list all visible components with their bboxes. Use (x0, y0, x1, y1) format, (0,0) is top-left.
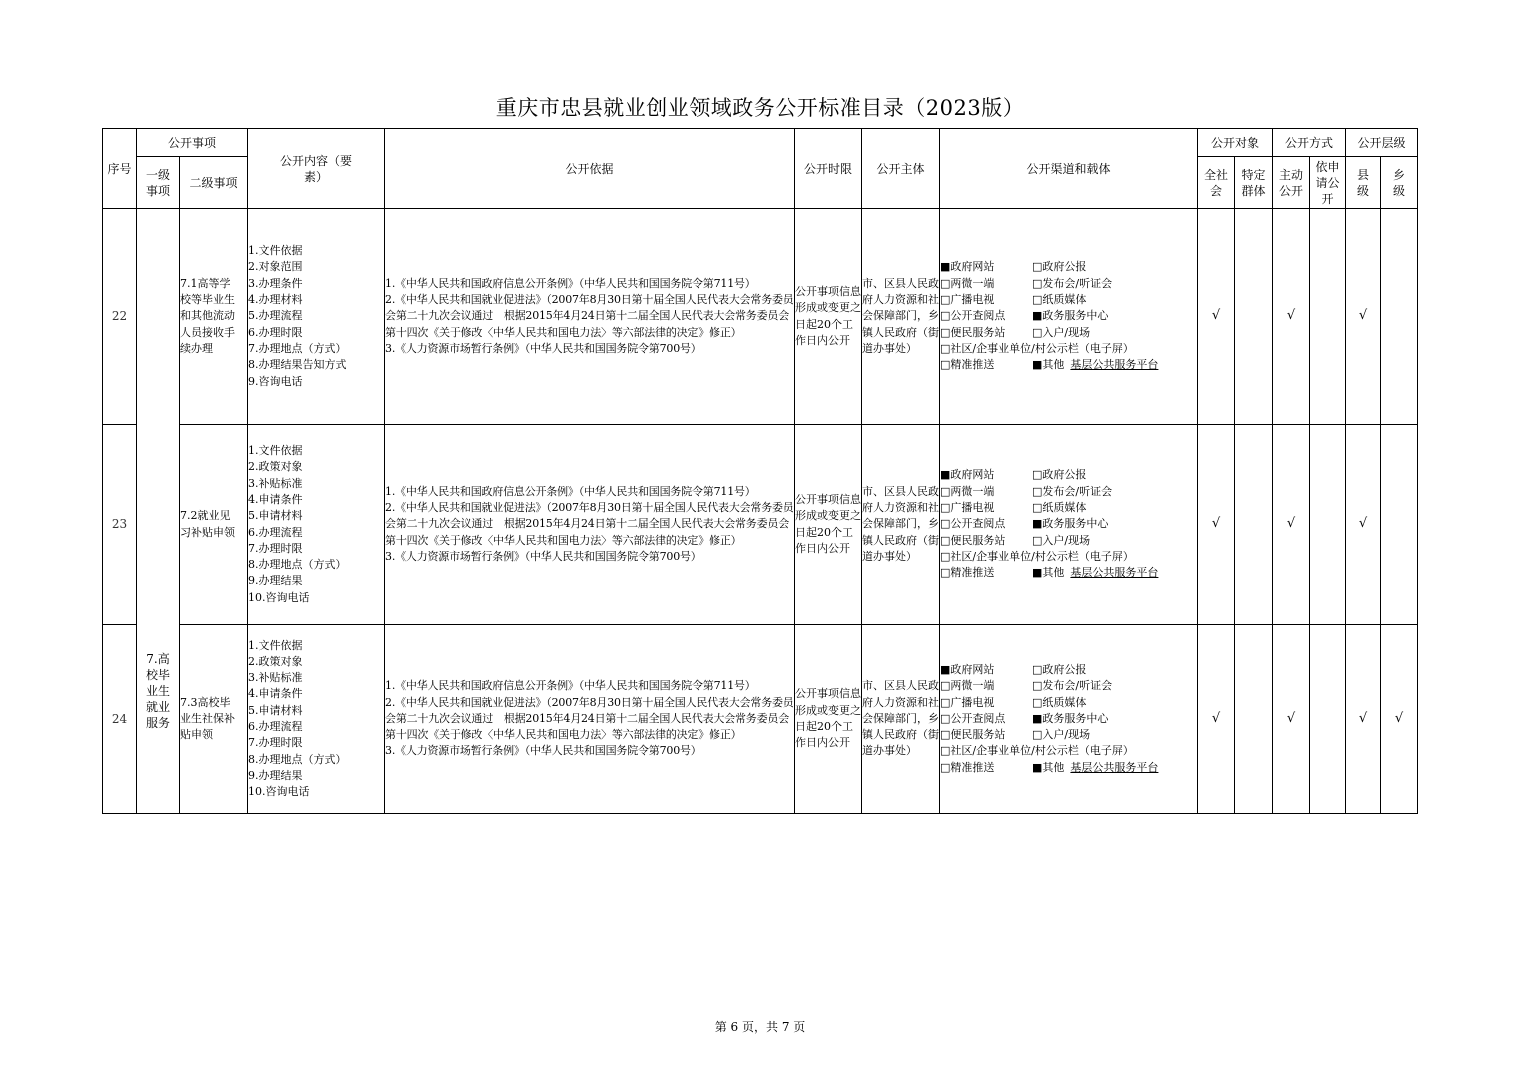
channel-row (940, 308, 1197, 324)
channel-row (940, 678, 1197, 694)
level2-item-text: 7.1高等学校等毕业生和其他流动人员接收手续办理 (180, 276, 235, 355)
target-all-mark: √ (1198, 425, 1235, 625)
header-time-limit: 公开时限 (795, 129, 862, 209)
content-item: 4.申请条件 (248, 492, 303, 506)
channel-row (940, 341, 1197, 357)
channel-option: □广播电视 (940, 501, 995, 515)
content-cell (248, 209, 385, 425)
channel-option: □政府公报 (1032, 468, 1087, 482)
channel-option: □社区/企事业单位/村公示栏（电子屏） (940, 549, 1134, 563)
content-item: 2.政策对象 (248, 460, 303, 474)
channel-other-value: 基层公共服务平台 (1070, 358, 1159, 372)
content-item: 1.文件依据 (248, 638, 303, 652)
channel-option: □便民服务站 (940, 533, 1006, 547)
subject-cell: 市、区县人民政府人力资源和社会保障部门，乡镇人民政府（街道办事处） (862, 209, 940, 425)
channel-option: ■政务服务中心 (1032, 711, 1109, 725)
channel-row (940, 259, 1197, 275)
header-channel: 公开渠道和载体 (940, 129, 1198, 209)
content-item: 8.办理地点（方式） (248, 558, 347, 572)
content-item: 8.办理地点（方式） (248, 752, 347, 766)
channel-option: □便民服务站 (940, 325, 1006, 339)
header-level: 公开层级 (1346, 129, 1418, 157)
target-specific-mark (1235, 209, 1273, 425)
channel-row (940, 533, 1197, 549)
header-target-all: 全社会 (1198, 157, 1235, 209)
level2-item-cell (180, 425, 248, 625)
header-matter: 公开事项 (137, 129, 248, 157)
basis-item: 1.《中华人民共和国政府信息公开条例》（中华人民共和国国务院令第711号） (385, 276, 756, 290)
channel-option: □社区/企事业单位/村公示栏（电子屏） (940, 341, 1134, 355)
method-active-mark: √ (1273, 425, 1310, 625)
content-item: 10.咨询电话 (248, 785, 310, 799)
target-all-mark: √ (1198, 625, 1235, 814)
content-item: 4.办理材料 (248, 293, 303, 307)
content-item: 9.办理结果 (248, 574, 303, 588)
content-item: 3.办理条件 (248, 276, 303, 290)
channel-option: □纸质媒体 (1032, 293, 1087, 307)
header-target: 公开对象 (1198, 129, 1273, 157)
channel-option: □广播电视 (940, 695, 995, 709)
target-specific-mark (1235, 625, 1273, 814)
content-item: 3.补贴标准 (248, 671, 303, 685)
basis-item: 1.《中华人民共和国政府信息公开条例》（中华人民共和国国务院令第711号） (385, 484, 756, 498)
catalog-table (102, 128, 1418, 814)
seq-cell: 23 (103, 425, 137, 625)
channel-option: ■其他 (1032, 760, 1065, 774)
channel-option: □公开查阅点 (940, 309, 1006, 323)
channel-row (940, 516, 1197, 532)
content-item: 6.办理流程 (248, 720, 303, 733)
method-apply-mark (1310, 209, 1346, 425)
method-apply-mark (1310, 625, 1346, 814)
channel-option: □精准推送 (940, 566, 995, 580)
level-town-mark (1381, 209, 1418, 425)
content-item: 9.咨询电话 (248, 374, 303, 388)
channel-row (940, 325, 1197, 341)
basis-item: 1.《中华人民共和国政府信息公开条例》（中华人民共和国国务院令第711号） (385, 679, 756, 693)
page-title: 重庆市忠县就业创业领域政务公开标准目录（2023版） (495, 96, 1025, 120)
channel-row (940, 565, 1197, 581)
content-item: 7.办理时限 (248, 736, 303, 750)
channel-option: □入户/现场 (1032, 325, 1091, 339)
channel-option: □两微一端 (940, 276, 995, 290)
channel-row (940, 357, 1197, 373)
channel-other-value: 基层公共服务平台 (1070, 566, 1159, 580)
channel-option: ■其他 (1032, 566, 1065, 580)
content-cell (248, 425, 385, 625)
table-row (103, 209, 1418, 425)
content-item: 2.对象范围 (248, 260, 303, 274)
content-item: 6.办理流程 (248, 525, 303, 539)
channel-row (940, 484, 1197, 500)
basis-cell (385, 625, 795, 814)
header-content: 公开内容（要素） (248, 129, 385, 209)
header-seq: 序号 (103, 129, 137, 209)
level-town-mark (1381, 425, 1418, 625)
level2-item-text: 7.3高校毕业生社保补贴申领 (180, 695, 235, 742)
content-item: 9.办理结果 (248, 768, 303, 782)
header-level-county: 县级 (1346, 157, 1381, 209)
method-apply-mark (1310, 425, 1346, 625)
channel-row (940, 662, 1197, 678)
channel-option: □发布会/听证会 (1032, 276, 1113, 290)
level-county-mark: √ (1346, 209, 1381, 425)
channel-cell (940, 625, 1198, 814)
basis-cell (385, 425, 795, 625)
channel-option: □便民服务站 (940, 728, 1006, 742)
basis-item: 2.《中华人民共和国就业促进法》（2007年8月30日第十届全国人民代表大会常务委员会第二十九次会议通过 根据2015年4月24日第十二届全国人民代表大会常务委员会第十四次《关于修改〈中华人民共和国电力法〉等六部法律的决定》修正） (385, 501, 794, 547)
level2-item-text: 7.2就业见习补贴申领 (180, 509, 235, 539)
channel-option: □入户/现场 (1032, 533, 1091, 547)
content-item: 3.补贴标准 (248, 476, 303, 490)
channel-row (940, 743, 1197, 759)
seq-cell: 22 (103, 209, 137, 425)
channel-row (940, 727, 1197, 743)
content-item: 2.政策对象 (248, 654, 303, 668)
basis-item: 2.《中华人民共和国就业促进法》（2007年8月30日第十届全国人民代表大会常务委员会第二十九次会议通过 根据2015年4月24日第十二届全国人民代表大会常务委员会第十四次《关于修改〈中华人民共和国电力法〉等六部法律的决定》修正） (385, 293, 794, 339)
method-active-mark: √ (1273, 209, 1310, 425)
channel-option: □两微一端 (940, 484, 995, 498)
content-item: 1.文件依据 (248, 244, 303, 258)
channel-row (940, 292, 1197, 308)
channel-option: ■政府网站 (940, 662, 995, 676)
content-item: 5.申请材料 (248, 509, 303, 523)
header-level1: 一级事项 (137, 157, 180, 209)
basis-item: 3.《人力资源市场暂行条例》（中华人民共和国国务院令第700号） (385, 744, 702, 758)
level-county-mark: √ (1346, 425, 1381, 625)
channel-option: ■政务服务中心 (1032, 309, 1109, 323)
content-item: 7.办理时限 (248, 541, 303, 555)
channel-row (940, 695, 1197, 711)
content-item: 5.办理流程 (248, 309, 303, 323)
level2-item-cell (180, 209, 248, 425)
header-method: 公开方式 (1273, 129, 1346, 157)
level2-item-cell (180, 625, 248, 814)
channel-row (940, 467, 1197, 483)
channel-option: □公开查阅点 (940, 711, 1006, 725)
channel-option: □两微一端 (940, 679, 995, 693)
content-item: 1.文件依据 (248, 444, 303, 458)
channel-other-value: 基层公共服务平台 (1070, 760, 1159, 774)
table-row (103, 425, 1418, 625)
header-method-apply: 依申请公开 (1310, 157, 1346, 209)
header-level-town: 乡级 (1381, 157, 1418, 209)
basis-item: 2.《中华人民共和国就业促进法》（2007年8月30日第十届全国人民代表大会常务委员会第二十九次会议通过 根据2015年4月24日第十二届全国人民代表大会常务委员会第十四次《关于修改〈中华人民共和国电力法〉等六部法律的决定》修正） (385, 695, 794, 742)
content-item: 7.办理地点（方式） (248, 341, 347, 355)
channel-option: □广播电视 (940, 293, 995, 307)
time-limit-cell: 公开事项信息形成或变更之日起20个工作日内公开 (795, 425, 862, 625)
header-subject: 公开主体 (862, 129, 940, 209)
time-limit-cell: 公开事项信息形成或变更之日起20个工作日内公开 (795, 625, 862, 814)
channel-option: ■其他 (1032, 358, 1065, 372)
header-method-active: 主动公开 (1273, 157, 1310, 209)
level-county-mark: √ (1346, 625, 1381, 814)
channel-row (940, 276, 1197, 292)
channel-row (940, 760, 1197, 776)
channel-option: □政府公报 (1032, 662, 1087, 676)
channel-option: ■政府网站 (940, 260, 995, 274)
channel-row (940, 549, 1197, 565)
level1-item-text: 7.高校毕业生就业服务 (145, 652, 170, 730)
channel-option: □纸质媒体 (1032, 695, 1087, 709)
subject-cell: 市、区县人民政府人力资源和社会保障部门，乡镇人民政府（街道办事处） (862, 625, 940, 814)
channel-row (940, 500, 1197, 516)
channel-option: □发布会/听证会 (1032, 484, 1113, 498)
channel-option: ■政务服务中心 (1032, 517, 1109, 531)
target-all-mark: √ (1198, 209, 1235, 425)
content-item: 10.咨询电话 (248, 590, 310, 604)
time-limit-cell: 公开事项信息形成或变更之日起20个工作日内公开 (795, 209, 862, 425)
channel-row (940, 711, 1197, 727)
content-cell (248, 625, 385, 814)
subject-cell: 市、区县人民政府人力资源和社会保障部门，乡镇人民政府（街道办事处） (862, 425, 940, 625)
basis-cell (385, 209, 795, 425)
channel-option: □政府公报 (1032, 260, 1087, 274)
content-item: 6.办理时限 (248, 325, 303, 339)
channel-option: □精准推送 (940, 358, 995, 372)
content-item: 8.办理结果告知方式 (248, 358, 347, 372)
basis-item: 3.《人力资源市场暂行条例》（中华人民共和国国务院令第700号） (385, 549, 702, 563)
channel-option: □公开查阅点 (940, 517, 1006, 531)
channel-option: □发布会/听证会 (1032, 679, 1113, 693)
level-town-mark: √ (1381, 625, 1418, 814)
method-active-mark: √ (1273, 625, 1310, 814)
page-footer: 第 6 页，共 7 页 (714, 1020, 806, 1034)
channel-cell (940, 209, 1198, 425)
table-row (103, 625, 1418, 814)
channel-option: □入户/现场 (1032, 728, 1091, 742)
seq-cell: 24 (103, 625, 137, 814)
channel-option: □社区/企事业单位/村公示栏（电子屏） (940, 744, 1134, 758)
channel-cell (940, 425, 1198, 625)
target-specific-mark (1235, 425, 1273, 625)
header-level2: 二级事项 (180, 157, 248, 209)
channel-option: □精准推送 (940, 760, 995, 774)
header-basis: 公开依据 (385, 129, 795, 209)
level1-item-cell (137, 209, 180, 814)
content-item: 4.申请条件 (248, 687, 303, 701)
basis-item: 3.《人力资源市场暂行条例》（中华人民共和国国务院令第700号） (385, 341, 702, 355)
channel-option: □纸质媒体 (1032, 501, 1087, 515)
content-item: 5.申请材料 (248, 703, 303, 717)
channel-option: ■政府网站 (940, 468, 995, 482)
header-target-specific: 特定群体 (1235, 157, 1273, 209)
